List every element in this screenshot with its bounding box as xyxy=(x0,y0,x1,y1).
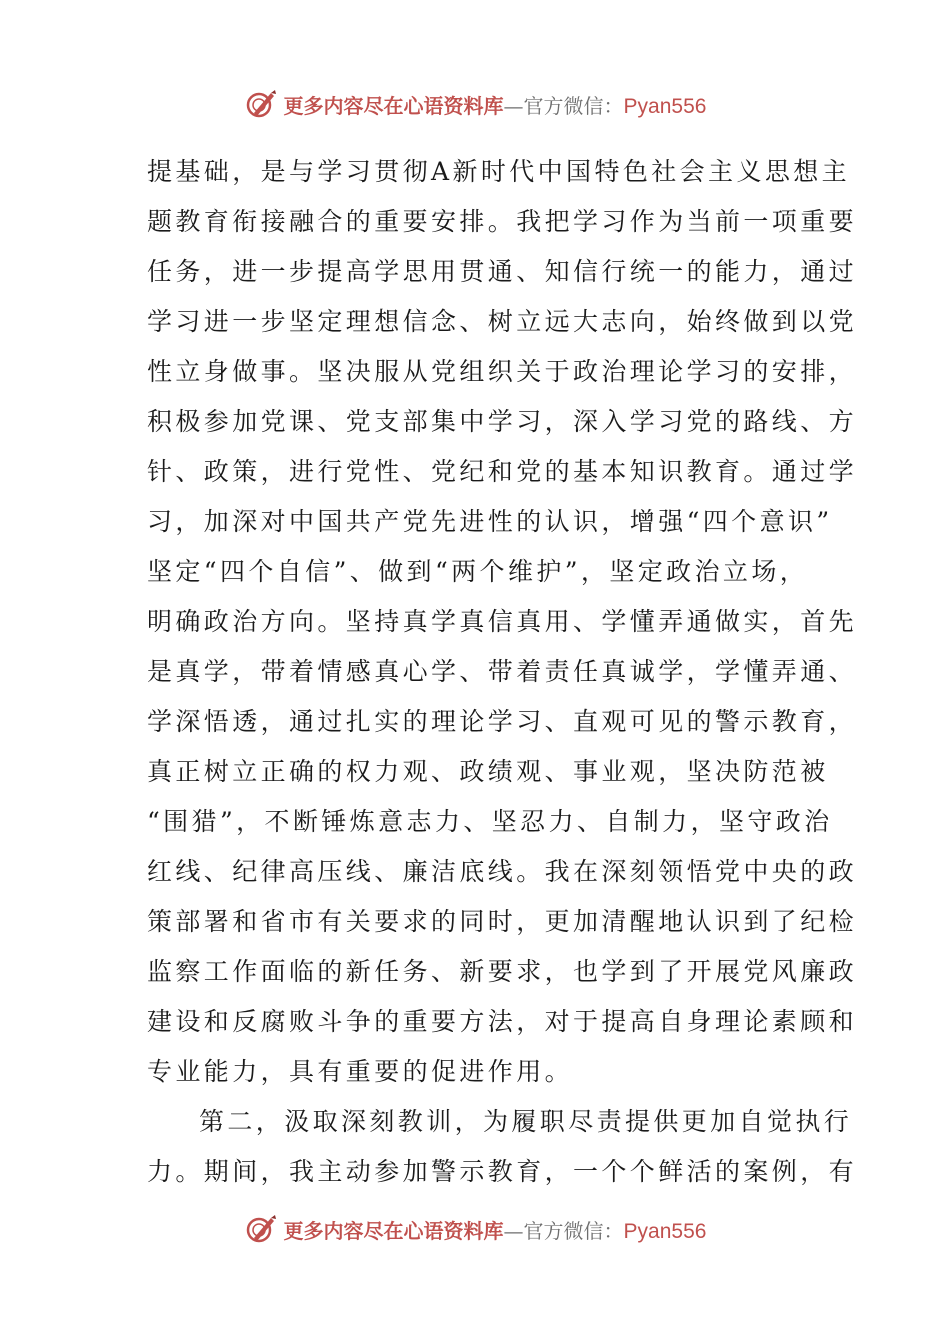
banner-text xyxy=(284,1215,707,1244)
text-line: “围猎”，不断锤炼意志力、坚忍力、自制力，坚守政治 xyxy=(147,807,833,836)
text-line: 坚定“四个自信”、做到“两个维护”，坚定政治立场， xyxy=(147,557,809,586)
banner-text xyxy=(284,90,707,119)
header-watermark-banner xyxy=(0,84,950,124)
text-line: 策部署和省市有关要求的同时，更加清醒地认识到了纪检 xyxy=(147,907,858,936)
banner-brand: 更多内容尽在心语资料库 xyxy=(283,93,504,118)
banner-brand: 更多内容尽在心语资料库 xyxy=(283,1218,504,1243)
banner-dash: — xyxy=(503,93,524,118)
text-line: 学习进一步坚定理想信念、树立远大志向，始终做到以党 xyxy=(147,307,858,336)
text-line: 针、政策，进行党性、党纪和党的基本知识教育。通过学 xyxy=(147,457,858,486)
text-line: 真正树立正确的权力观、政绩观、事业观，坚决防范被 xyxy=(147,757,829,786)
banner-wechat-label: 官方微信： xyxy=(523,93,624,118)
text-line: 明确政治方向。坚持真学真信真用、学懂弄通做实，首先 xyxy=(147,607,858,636)
text-line: 提基础，是与学习贯彻A新时代中国特色社会主义思想主 xyxy=(147,157,851,186)
text-line: 学深悟透，通过扎实的理论学习、直观可见的警示教育， xyxy=(147,707,858,736)
text-line: 积极参加党课、党支部集中学习，深入学习党的路线、方 xyxy=(147,407,858,436)
document-body xyxy=(147,147,858,1197)
pen-circle-logo-icon xyxy=(244,1212,278,1246)
text-line: 习，加深对中国共产党先进性的认识，增强“四个意识” xyxy=(147,507,833,536)
pen-circle-logo-icon xyxy=(244,87,278,121)
banner-wechat-id: Pyan556 xyxy=(623,1219,707,1243)
banner-wechat-id: Pyan556 xyxy=(623,94,707,118)
banner-dash: — xyxy=(503,1218,524,1243)
footer-watermark-banner xyxy=(0,1209,950,1249)
text-line: 建设和反腐败斗争的重要方法，对于提高自身理论素顾和 xyxy=(147,1007,858,1036)
text-line: 红线、纪律高压线、廉洁底线。我在深刻领悟党中央的政 xyxy=(147,857,858,886)
text-line: 专业能力，具有重要的促进作用。 xyxy=(147,1057,574,1086)
text-line: 是真学，带着情感真心学、带着责任真诚学，学懂弄通、 xyxy=(147,657,858,686)
text-line: 力。期间，我主动参加警示教育，一个个鲜活的案例，有 xyxy=(147,1157,858,1186)
text-line: 第二，汲取深刻教训，为履职尽责提供更加自觉执行 xyxy=(199,1107,853,1136)
text-line: 监察工作面临的新任务、新要求，也学到了开展党风廉政 xyxy=(147,957,858,986)
text-line: 题教育衔接融合的重要安排。我把学习作为当前一项重要 xyxy=(147,207,858,236)
banner-wechat-label: 官方微信： xyxy=(523,1218,624,1243)
text-line: 任务，进一步提高学思用贯通、知信行统一的能力，通过 xyxy=(147,257,858,286)
text-line: 性立身做事。坚决服从党组织关于政治理论学习的安排， xyxy=(147,357,858,386)
